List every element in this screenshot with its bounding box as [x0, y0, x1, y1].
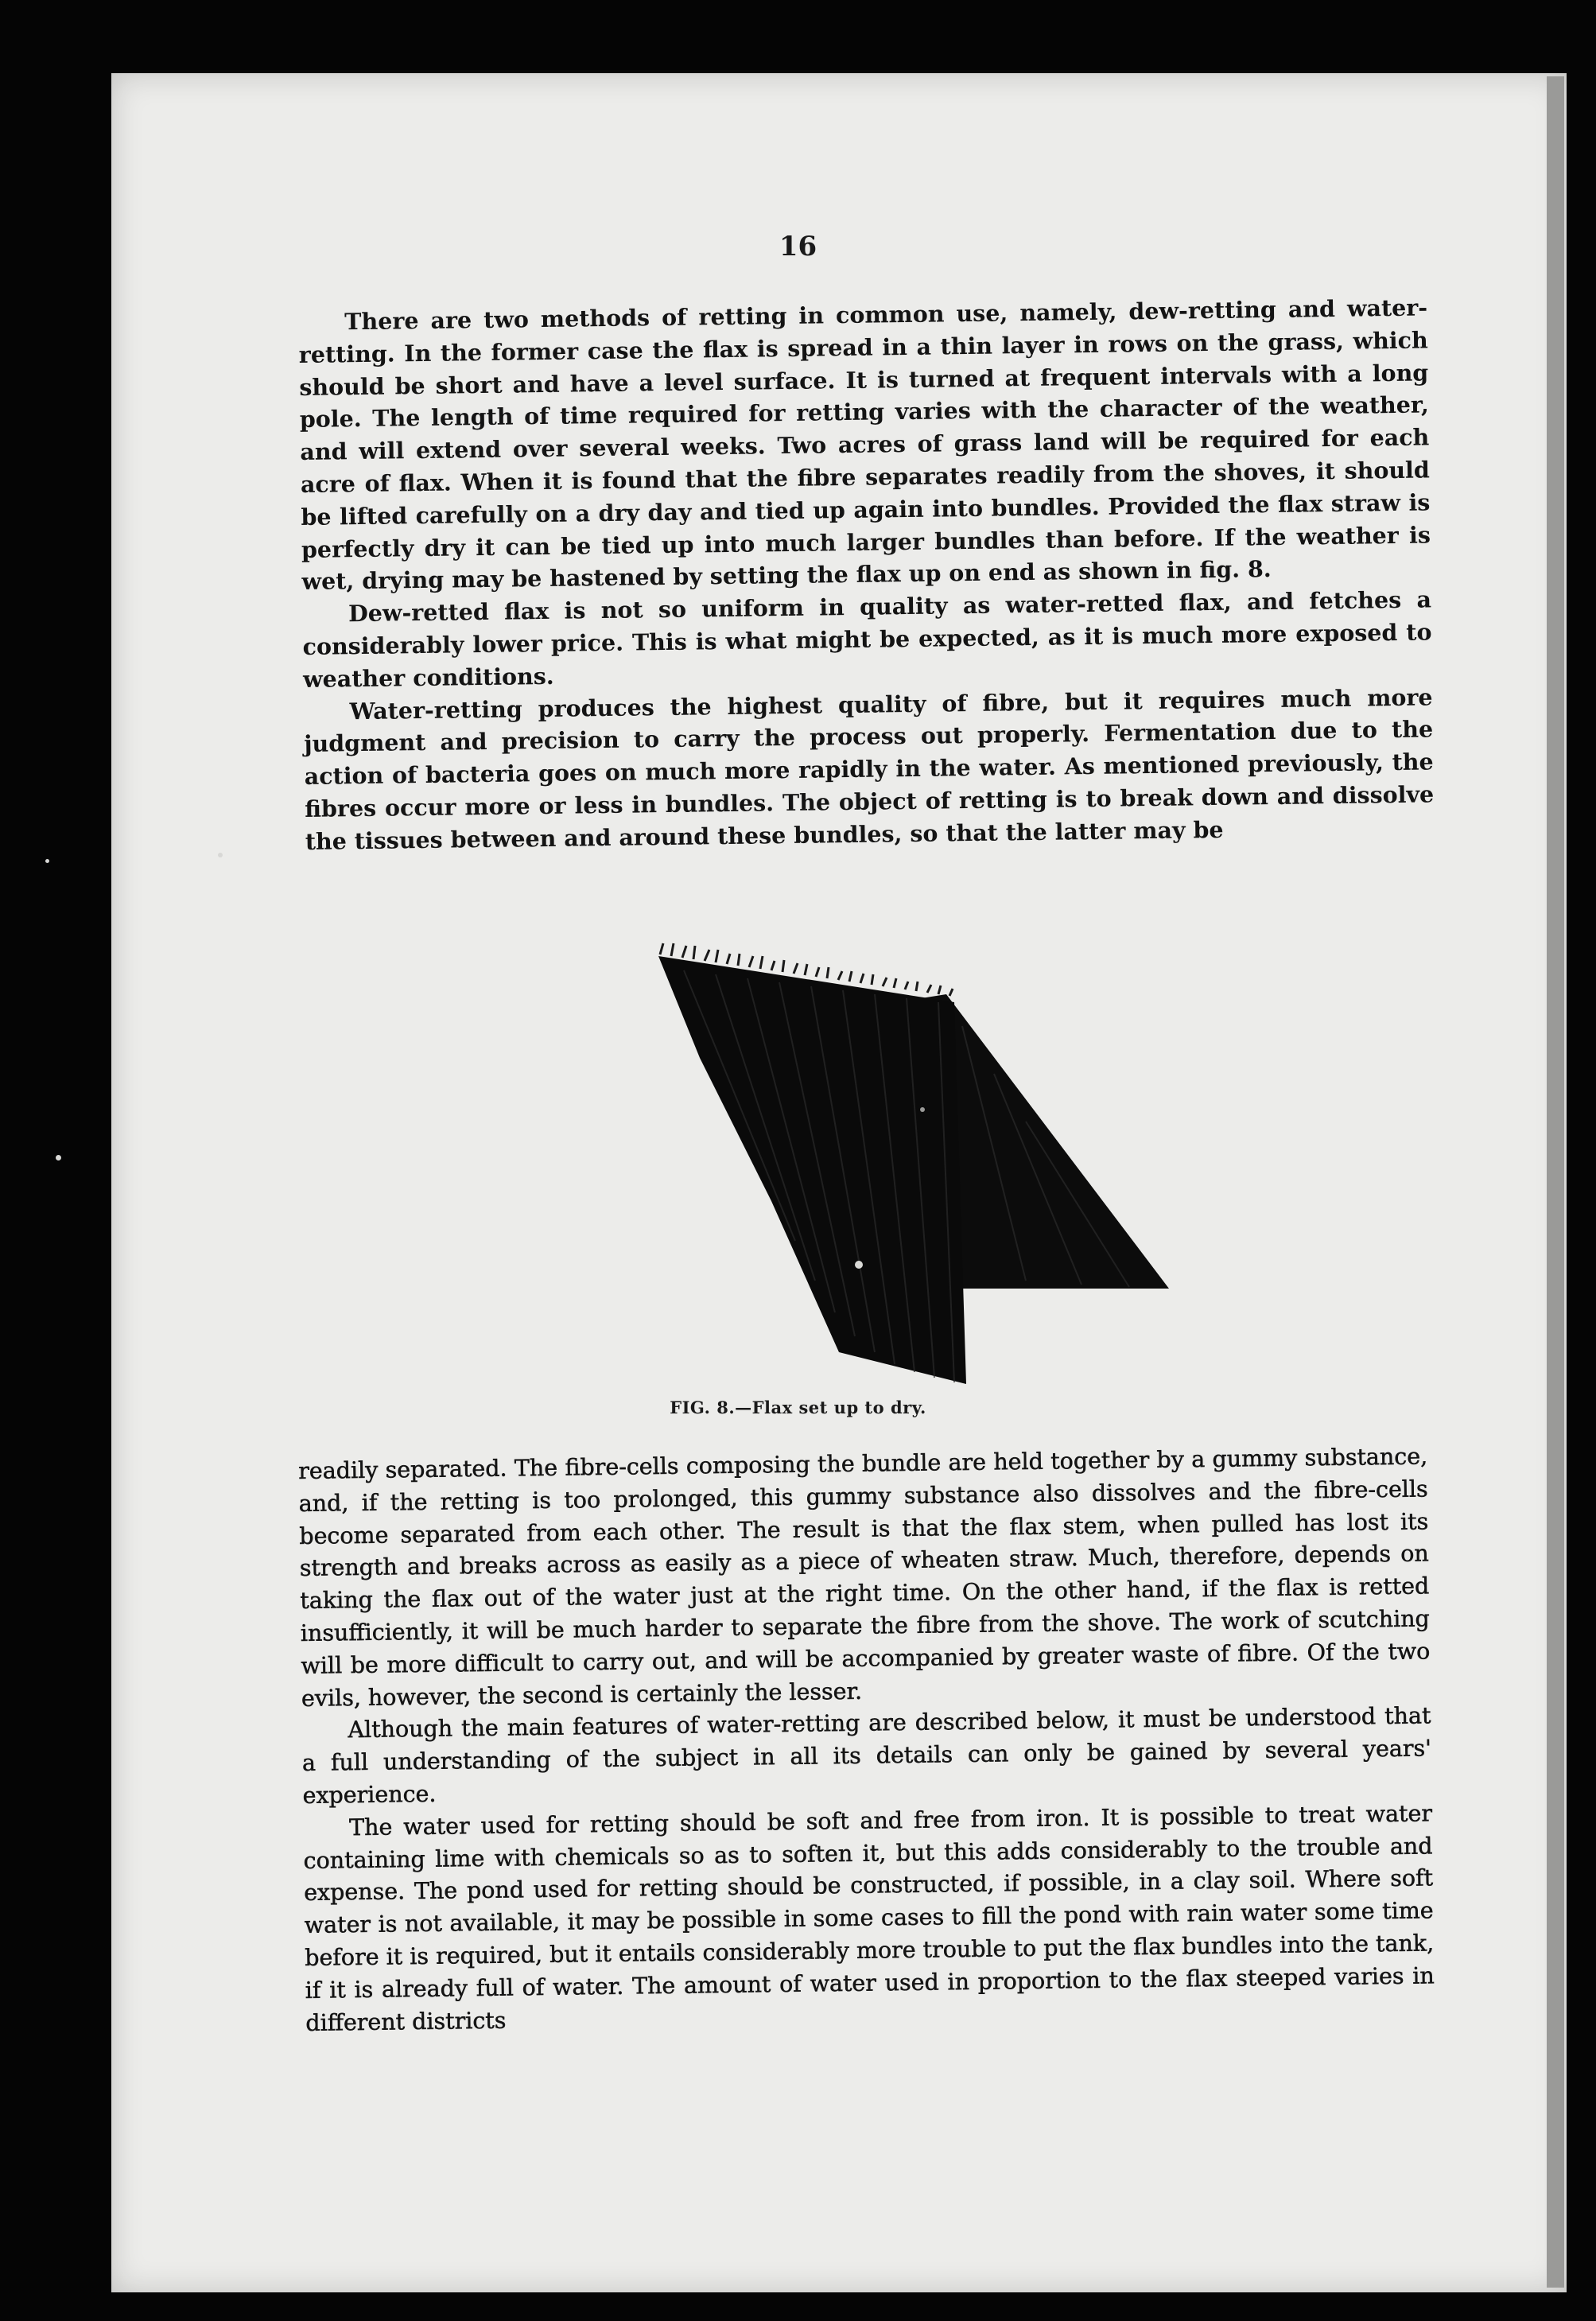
- scan-speck: [218, 853, 223, 857]
- paragraph-retting-methods: There are two methods of retting in common use, namely, dew-retting and water-retting. In the former case the flax is spread in a thin layer in rows on the grass, which should be short and have a level surface. It is turned at frequent intervals with a long pole. The length of time required for retting varies with the character of the weather, and will extend over several weeks. Two acres of grass land will be required for each acre of flax. When it is found that the fibre separates readily from the shoves, it should be lifted carefully on a dry day and tied up again into bundles. Provided the flax straw is perfectly dry it can be tied up into much larger bundles than before. If the weather is wet, drying may be hastened by setting the flax up on end as shown in fig. 8.: [298, 294, 1431, 596]
- top-text-block: [298, 291, 1435, 857]
- page-number: 16: [779, 231, 817, 262]
- figure-caption: FIG. 8.—Flax set up to dry.: [670, 1398, 926, 1417]
- light-speck: [855, 1261, 863, 1269]
- flax-sheaves-illustration: [652, 939, 1177, 1432]
- light-speck: [920, 1107, 925, 1112]
- figure-8: [652, 939, 1177, 1432]
- scan-speck: [45, 859, 49, 863]
- paragraph-main-features: Although the main features of water-retting are described below, it must be understood that a full understanding of the subject in all its details can only be gained by several years' experience.: [301, 1702, 1432, 1809]
- scan-speck: [56, 1155, 61, 1160]
- paragraph-water-retting: Water-retting produces the highest quality of fibre, but it requires much more judgment and precision to carry the process out properly. Fermentation due to the action of bacteria goes on much more rapidly in the water. As mentioned previously, the fibres occur more or less in bundles. The object of retting is to break down and dissolve the tissues between and around these bundles, so that the latter may be: [303, 682, 1435, 855]
- bottom-text-block: [298, 1440, 1435, 2039]
- paragraph-readily-separated: readily separated. The fibre-cells composing the bundle are held together by a gummy substance, and, if the retting is too prolonged, this gummy substance also dissolves and the fibre-cells become separated from each other. The result is that the flax stem, when pulled has lost its strength and breaks across as easily as a piece of wheaten straw. Much, therefore, depends on taking the flax out of the water just at the right time. On the other hand, if the flax is retted insufficiently, it will be much harder to separate the fibre from the shove. The work of scutching will be more difficult to carry out, and will be accompanied by greater waste of fibre. Of the two evils, however, the second is certainly the lesser.: [298, 1443, 1431, 1712]
- page-edge: [1547, 76, 1564, 2288]
- paragraph-dew-retted-flax: Dew-retted flax is not so uniform in quality as water-retted flax, and fetches a considerably lower price. This is what might be expected, as it is much more exposed to weather conditions.: [302, 585, 1432, 693]
- paragraph-soft-water: The water used for retting should be soft and free from iron. It is possible to treat water containing lime with chemicals so as to soften it, but this adds considerably to the trouble and expense. The pond used for retting should be constructed, if possible, in a clay soil. Where soft water is not available, it may be possible in some cases to fill the pond with rain water some time before it is required, but it entails considerably more trouble to put the flax bundles into the tank, if it is already full of water. The amount of water used in proportion to the flax steeped varies in different districts: [303, 1800, 1435, 2036]
